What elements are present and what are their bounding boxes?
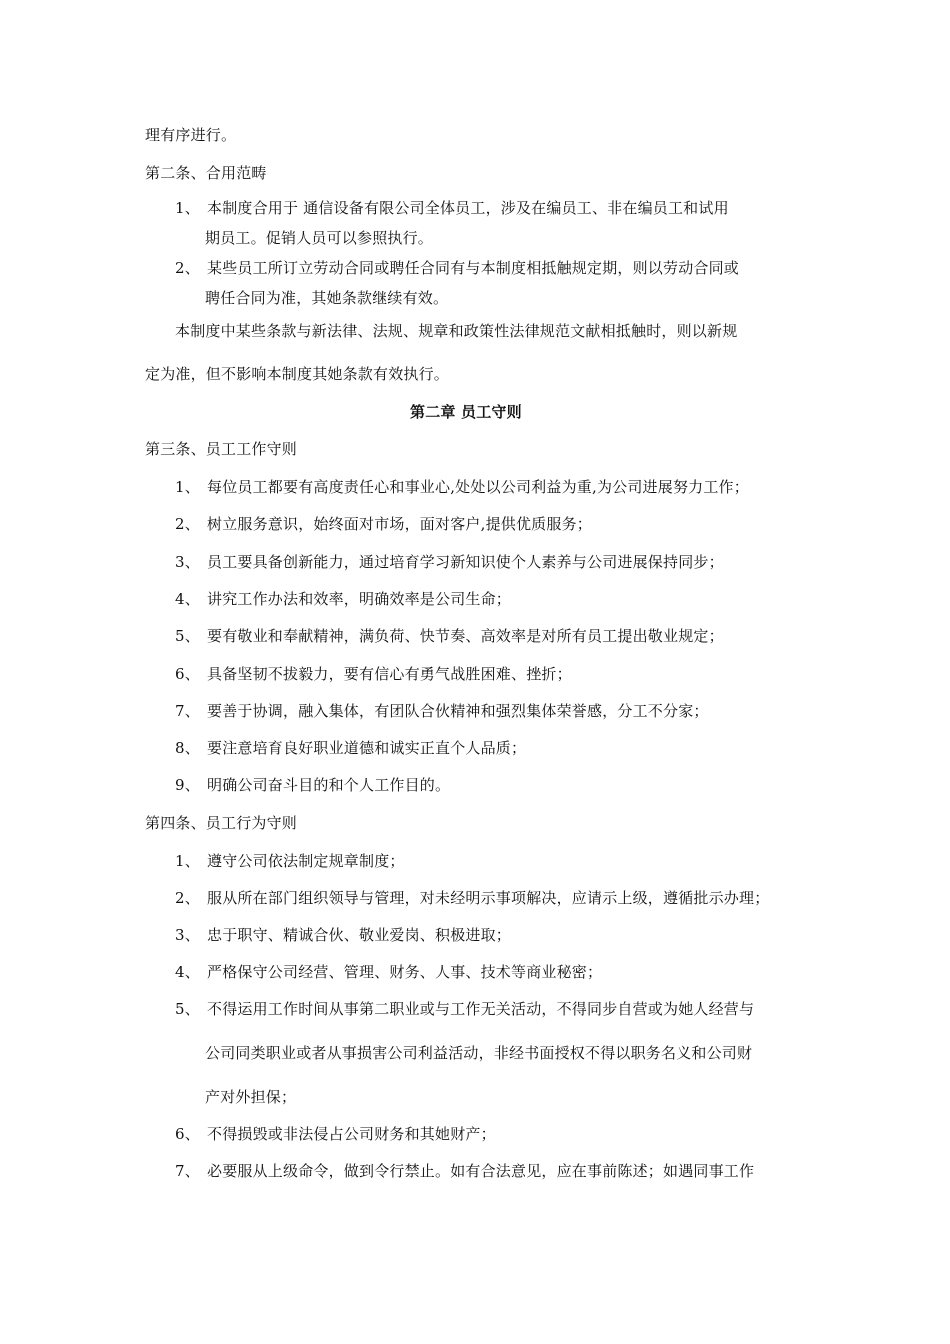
item-number: 3、 [175,553,200,571]
item-text: 要有敬业和奉献精神，满负荷、快节奏、高效率是对所有员工提出敬业规定； [207,627,724,645]
article3-title: 第三条、员工工作守则 [145,440,298,458]
item-number: 6、 [175,1125,200,1143]
article3-item [175,626,724,646]
article2-paragraph-line2: 定为准，但不影响本制度其她条款有效执行。 [145,365,450,383]
item-number: 7、 [175,1162,200,1180]
item-text: 服从所在部门组织领导与管理，对未经明示事项解决，应请示上级，遵循批示办理； [207,889,770,907]
item-text: 遵守公司依法制定规章制度； [207,852,405,870]
item-text: 要善于协调，融入集体，有团队合伙精神和强烈集体荣誉感，分工不分家； [207,702,709,720]
article4-item [175,999,754,1019]
article2-item1-continuation: 期员工。促销人员可以参照执行。 [205,229,434,247]
item-text: 每位员工都要有高度责任心和事业心,处处以公司利益为重,为公司进展努力工作； [207,478,749,496]
article3-item [175,775,450,795]
item-text: 本制度合用于 通信设备有限公司全体员工，涉及在编员工、非在编员工和试用 [207,199,729,217]
article2-paragraph-line1: 本制度中某些条款与新法律、法规、规章和政策性法律规范文献相抵触时，则以新规 [175,322,738,340]
item-number: 3、 [175,926,200,944]
article2-item2-continuation: 聘任合同为准，其她条款继续有效。 [205,289,449,307]
item-number: 2、 [175,515,200,533]
article3-item [175,701,709,721]
item-text: 不得损毁或非法侵占公司财务和其她财产； [207,1125,496,1143]
item-text: 讲究工作办法和效率，明确效率是公司生命； [207,590,512,608]
article4-title: 第四条、员工行为守则 [145,814,298,832]
item-text: 某些员工所订立劳动合同或聘任合同有与本制度相抵触规定期，则以劳动合同或 [207,259,740,277]
item-text: 明确公司奋斗目的和个人工作目的。 [207,776,451,794]
article3-item [175,589,511,609]
item-number: 4、 [175,963,200,981]
article3-item [175,664,572,684]
item-number: 2、 [175,259,200,277]
item-number: 8、 [175,739,200,757]
article3-item [175,738,526,758]
item-number: 1、 [175,478,200,496]
item-number: 5、 [175,627,200,645]
item-number: 4、 [175,590,200,608]
item-text: 树立服务意识，始终面对市场，面对客户,提供优质服务； [207,515,592,533]
item-number: 1、 [175,199,200,217]
item-number: 6、 [175,665,200,683]
article4-item [175,925,511,945]
article3-item [175,477,749,497]
chapter-title: 第二章 员工守则 [410,403,522,421]
item-text: 不得运用工作时间从事第二职业或与工作无关活动，不得同步自营或为她人经营与 [207,1000,755,1018]
article4-item5-continuation-2: 产对外担保； [205,1088,297,1106]
item-text: 员工要具备创新能力，通过培育学习新知识使个人素养与公司进展保持同步； [207,553,724,571]
article4-item5-continuation-1: 公司同类职业或者从事损害公司利益活动，非经书面授权不得以职务名义和公司财 [205,1044,753,1062]
item-number: 2、 [175,889,200,907]
item-text: 严格保守公司经营、管理、财务、人事、技术等商业秘密； [207,963,603,981]
article4-item [175,851,405,871]
item-number: 1、 [175,852,200,870]
article4-item [175,888,769,908]
top-line: 理有序进行。 [145,126,237,144]
item-text: 忠于职守、精诚合伙、敬业爱岗、积极进取； [207,926,512,944]
article2-item2 [175,258,739,278]
article4-item7 [175,1161,754,1181]
article4-item [175,962,602,982]
item-text: 必要服从上级命令，做到令行禁止。如有合法意见，应在事前陈述；如遇同事工作 [207,1162,755,1180]
article2-title: 第二条、合用范畴 [145,164,267,182]
item-text: 要注意培育良好职业道德和诚实正直个人品质； [207,739,527,757]
article3-item [175,552,724,572]
item-number: 5、 [175,1000,200,1018]
item-number: 7、 [175,702,200,720]
article3-item [175,514,592,534]
item-text: 具备坚韧不拔毅力，要有信心有勇气战胜困难、挫折； [207,665,572,683]
item-number: 9、 [175,776,200,794]
article2-item1 [175,198,729,218]
article4-item6 [175,1124,496,1144]
